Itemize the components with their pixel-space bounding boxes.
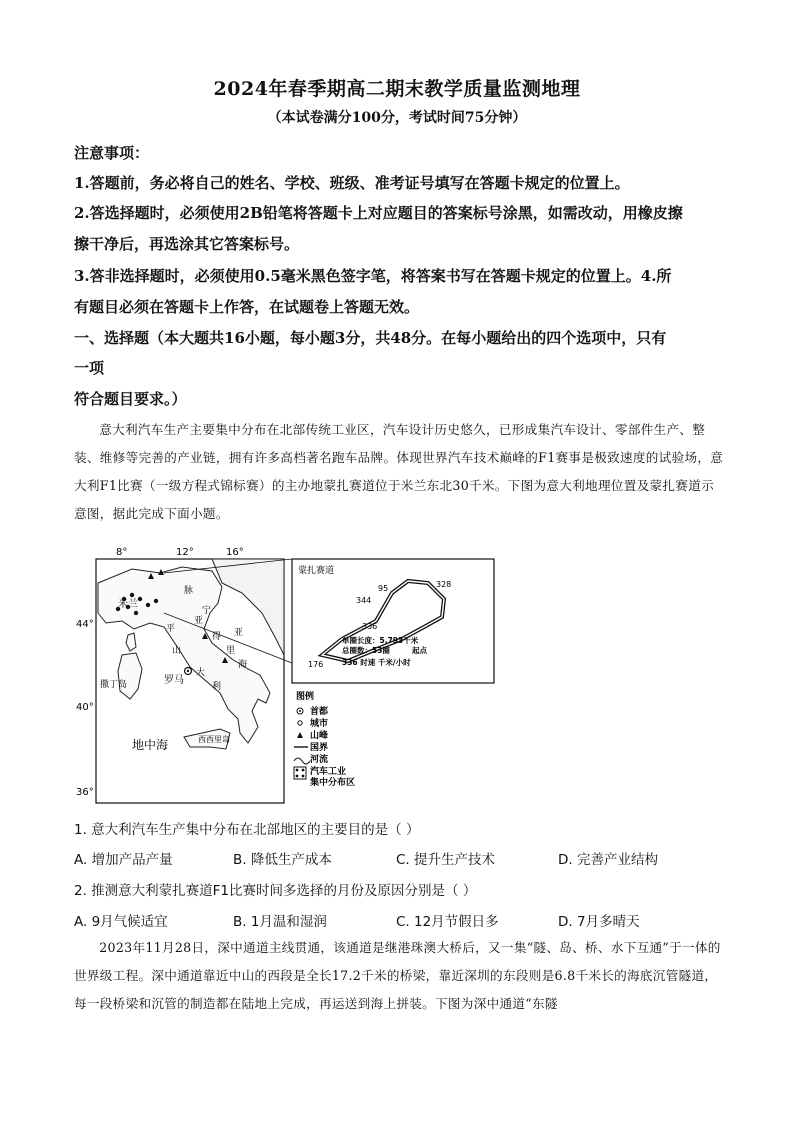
speed-label: 344 (356, 596, 372, 605)
map-char: 里 (226, 646, 236, 656)
notice-line: 3.答非选择题时，必须使用0.5毫米黑色签字笔，将答案书写在答题卡规定的位置上。4.所 (74, 267, 672, 285)
place-milan: 米兰 (118, 599, 138, 610)
map-char: 脉 (184, 586, 194, 596)
notice-heading: 注意事项： (74, 144, 150, 162)
legend-item: 汽车工业 (310, 767, 347, 777)
legend-item: 首都 (310, 707, 329, 717)
question-2-stem: 2. 推测意大利蒙扎赛道F1比赛时间多选择的月份及原因分别是（ ） (74, 883, 477, 899)
map-char: 平 (166, 624, 176, 634)
q1-option-b[interactable]: B. 降低生产成本 (233, 852, 332, 868)
q2-option-b[interactable]: B. 1月温和湿润 (233, 914, 327, 930)
map-char: 亚 (194, 616, 204, 626)
map-char: 海 (238, 660, 248, 670)
legend-item: 集中分布区 (310, 778, 356, 788)
q1-option-d[interactable]: D. 完善产业结构 (558, 852, 658, 868)
place-rome: 罗马 (164, 675, 184, 686)
q1-option-c[interactable]: C. 提升生产技术 (396, 852, 496, 868)
lon-label: 12° (176, 547, 194, 558)
legend-item: 国界 (310, 743, 329, 753)
track-title: 蒙扎赛道 (298, 566, 335, 576)
q2-option-d[interactable]: D. 7月多晴天 (558, 914, 640, 930)
speed-label: 336 (362, 622, 378, 631)
passage-italy-auto: 意大利汽车生产主要集中分布在北部传统工业区，汽车设计历史悠久，已形成集汽车设计、零部件生产、整装、维修等完善的产业链，拥有许多高档著名跑车品牌。体现世界汽车技术巅峰的F1赛事是极致速度的试验场，意大利F1比赛（一级方程式锦标赛）的主办地蒙扎赛道位于米兰东北30千米。下图为意大利地理位置及蒙扎赛道示意图，据此完成下面小题。 (74, 422, 724, 521)
speed-note: 336 时速 千米/小时 (342, 658, 411, 667)
river-legend-icon (294, 758, 310, 764)
section-heading-cont: 一项 (74, 359, 105, 377)
map-char: 山 (172, 646, 182, 656)
page-title: 2024年春季期高二期末教学质量监测地理 (213, 78, 581, 100)
legend-item: 城市 (310, 719, 329, 729)
speed-label: 328 (436, 580, 452, 589)
map-char: 宁 (202, 606, 212, 616)
notice-line: 擦干净后，再选涂其它答案标号。 (74, 235, 300, 253)
place-med-sea: 地中海 (132, 738, 169, 752)
section-heading: 一、选择题（本大题共16小题，每小题3分，共48分。在每小题给出的四个选项中，只有 (74, 329, 667, 347)
speed-label: 95 (378, 584, 389, 593)
map-char: 得 (212, 632, 222, 642)
exam-info: （本试卷满分100分，考试时间75分钟） (267, 110, 527, 126)
lon-label: 16° (226, 547, 244, 558)
lat-label: 36° (76, 787, 94, 798)
q2-option-a[interactable]: A. 9月气候适宜 (74, 914, 168, 930)
start-label: 起点 (412, 646, 427, 655)
lap-length: 单圈长度：5.793千米 (342, 636, 419, 645)
italy-map-figure (72, 543, 502, 805)
place-sardinia: 撒丁岛 (100, 680, 128, 690)
peak-legend-icon (297, 732, 303, 738)
section-heading-cont: 符合题目要求。） (74, 390, 187, 408)
lap-count: 总圈数：53圈 (342, 646, 390, 655)
speed-label: 176 (308, 660, 324, 669)
question-1-stem: 1. 意大利汽车生产集中分布在北部地区的主要目的是（ ） (74, 822, 420, 838)
city-legend-icon (298, 721, 302, 725)
lon-label: 8° (116, 547, 128, 558)
map-char: 亚 (234, 628, 244, 638)
industry-legend-icon (294, 767, 306, 779)
notice-line: 1.答题前，务必将自己的姓名、学校、班级、准考证号填写在答题卡规定的位置上。 (74, 174, 630, 192)
legend-item: 山峰 (310, 731, 329, 741)
legend-item: 河流 (310, 755, 329, 765)
lat-label: 40° (76, 702, 94, 713)
legend-heading: 图例 (296, 692, 315, 702)
map-char: 大 (196, 668, 206, 678)
notice-line: 有题目必须在答题卡上作答，在试题卷上答题无效。 (74, 298, 420, 316)
place-sicily: 西西里岛 (198, 735, 230, 744)
map-char: 利 (212, 682, 222, 692)
q1-option-a[interactable]: A. 增加产品产量 (74, 852, 173, 868)
lat-label: 44° (76, 619, 94, 630)
q2-option-c[interactable]: C. 12月节假日多 (396, 914, 499, 930)
notice-line: 2.答选择题时，必须使用2B铅笔将答题卡上对应题目的答案标号涂黑，如需改动，用橡皮擦 (74, 204, 683, 222)
passage-shenzhong-link: 2023年11月28日，深中通道主线贯通，该通道是继港珠澳大桥后，又一集“隧、岛、桥、水下互通”于一体的世界级工程。深中通道靠近中山的西段是全长17.2千米的桥梁，靠近深圳的东段则是6.8千米长的海底沉管隧道，每一段桥梁和沉管的制造都在陆地上完成，再运送到海上拼装。下图为深中通道“东隧 (74, 940, 721, 1011)
